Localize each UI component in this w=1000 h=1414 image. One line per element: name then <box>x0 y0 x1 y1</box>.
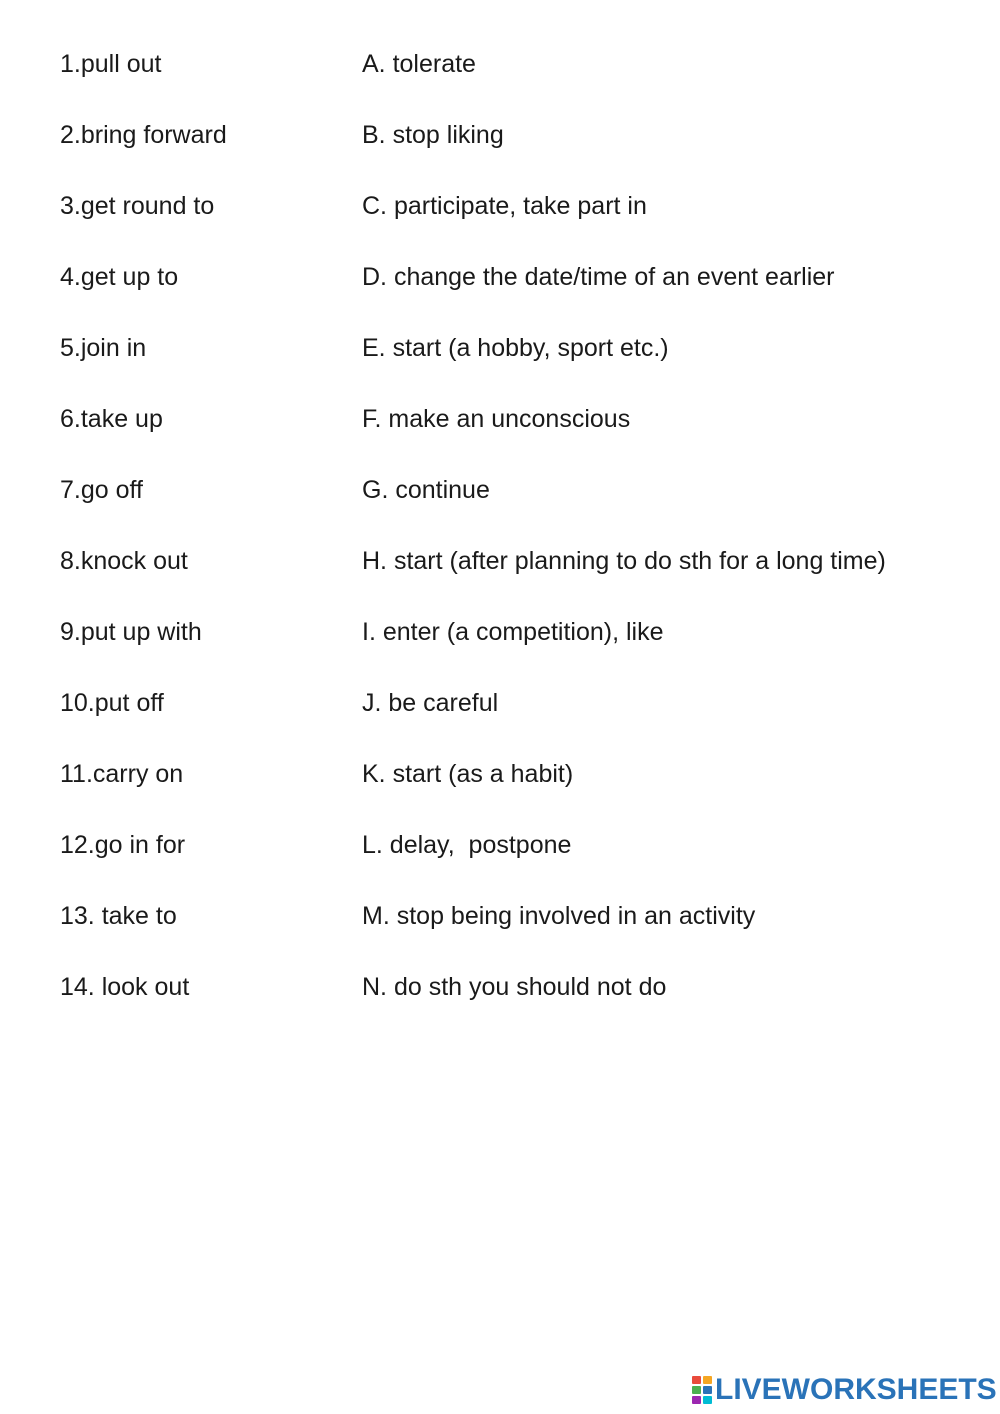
worksheet-row-5 <box>60 312 960 383</box>
worksheet-row-8 <box>60 525 960 596</box>
phrasal-verb-term: 5.join in <box>60 333 147 362</box>
worksheet-row-6 <box>60 383 960 454</box>
worksheet-row-14 <box>60 951 960 1022</box>
worksheet-row-13 <box>60 880 960 951</box>
definition-text: N. do sth you should not do <box>362 972 667 1001</box>
phrasal-verb-term: 12.go in for <box>60 830 186 859</box>
definition-text: M. stop being involved in an activity <box>362 901 756 930</box>
definition-text: C. participate, take part in <box>362 191 647 220</box>
logo-mark-cell <box>692 1386 701 1394</box>
worksheet-row-7 <box>60 454 960 525</box>
worksheet-row-4 <box>60 241 960 312</box>
phrasal-verb-term: 14. look out <box>60 972 190 1001</box>
phrasal-verb-term: 4.get up to <box>60 262 179 291</box>
definition-text: F. make an unconscious <box>362 404 631 433</box>
phrasal-verb-term: 6.take up <box>60 404 163 433</box>
phrasal-verb-term: 11.carry on <box>60 759 184 788</box>
phrasal-verb-term: 2.bring forward <box>60 120 227 149</box>
worksheet-row-9 <box>60 596 960 667</box>
logo-mark-cell <box>703 1396 712 1404</box>
liveworksheets-logo-text: LIVEWORKSHEETS <box>715 1373 997 1406</box>
worksheet-row-11 <box>60 738 960 809</box>
logo-mark-cell <box>703 1376 712 1384</box>
phrasal-verb-term: 8.knock out <box>60 546 188 575</box>
phrasal-verb-term: 3.get round to <box>60 191 215 220</box>
phrasal-verb-term: 7.go off <box>60 475 143 504</box>
matching-worksheet <box>60 28 960 1022</box>
definition-text: J. be careful <box>362 688 499 717</box>
logo-mark-cell <box>692 1396 701 1404</box>
logo-mark-cell <box>703 1386 712 1394</box>
definition-text: K. start (as a habit) <box>362 759 574 788</box>
worksheet-row-1 <box>60 28 960 99</box>
worksheet-row-10 <box>60 667 960 738</box>
worksheet-row-2 <box>60 99 960 170</box>
logo-mark-cell <box>692 1376 701 1384</box>
phrasal-verb-term: 9.put up with <box>60 617 202 646</box>
worksheet-row-3 <box>60 170 960 241</box>
definition-text: E. start (a hobby, sport etc.) <box>362 333 669 362</box>
definition-text: G. continue <box>362 475 490 504</box>
definition-text: B. stop liking <box>362 120 504 149</box>
liveworksheets-logo <box>692 1374 997 1406</box>
worksheet-row-12 <box>60 809 960 880</box>
definition-text: I. enter (a competition), like <box>362 617 664 646</box>
phrasal-verb-term: 1.pull out <box>60 49 162 78</box>
phrasal-verb-term: 13. take to <box>60 901 177 930</box>
phrasal-verb-term: 10.put off <box>60 688 164 717</box>
definition-text: D. change the date/time of an event earlier <box>362 262 835 291</box>
definition-text: L. delay, postpone <box>362 830 572 859</box>
definition-text: H. start (after planning to do sth for a long time) <box>362 546 886 575</box>
liveworksheets-logo-icon <box>692 1376 712 1404</box>
definition-text: A. tolerate <box>362 49 476 78</box>
